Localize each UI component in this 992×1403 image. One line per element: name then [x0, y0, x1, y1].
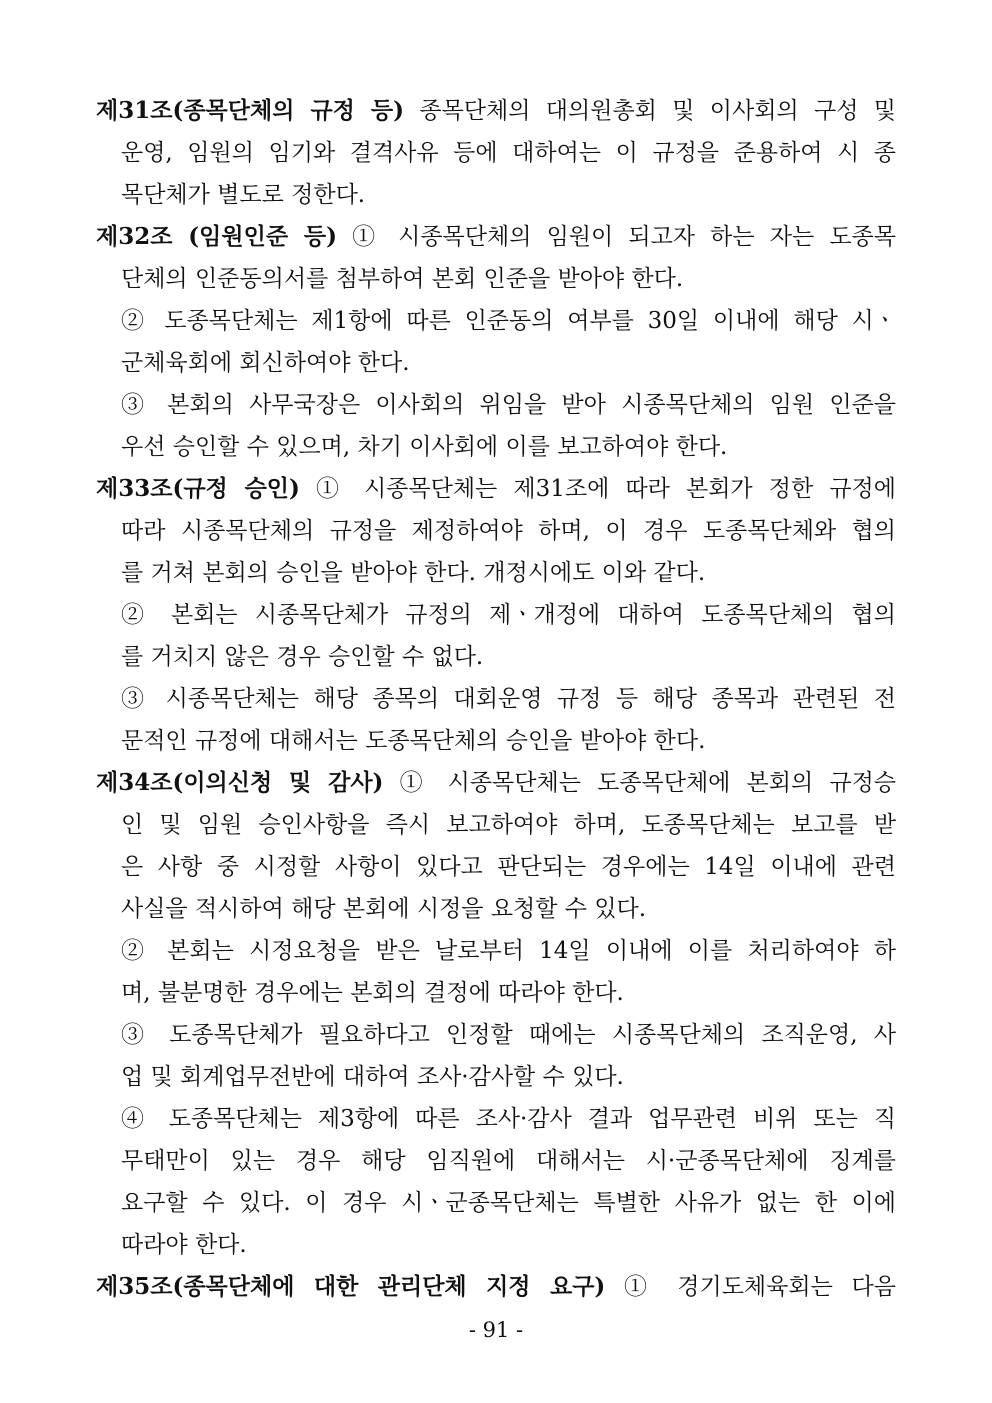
paragraph-line: ③ 시종목단체는 해당 종목의 대회운영 규정 등 해당 종목과 관련된 전 [121, 686, 896, 712]
text-line: 요구할 수 있다. 이 경우 시ㆍ군종목단체는 특별한 사유가 없는 한 이에 [121, 1190, 896, 1216]
paragraph-line: ④ 도종목단체는 제3항에 따른 조사·감사 결과 업무관련 비위 또는 직 [121, 1106, 896, 1132]
page-number: - 91 - [468, 1318, 524, 1342]
article-31-text: 종목단체의 대의원총회 및 이사회의 구성 및 [404, 98, 896, 124]
text-line: 사실을 적시하여 해당 본회에 시정을 요청할 수 있다. [121, 896, 647, 922]
article-33-heading-line [96, 468, 896, 510]
paragraph-line: ② 도종목단체는 제1항에 따른 인준동의 여부를 30일 이내에 해당 시ㆍ [121, 308, 896, 334]
article-35-text: ① 경기도체육회는 다음 [605, 1274, 896, 1300]
text-line: 우선 승인할 수 있으며, 차기 이사회에 이를 보고하여야 한다. [121, 434, 728, 460]
article-35-heading-line [96, 1266, 896, 1308]
article-33-text: ① 시종목단체는 제31조에 따라 본회가 정한 규정에 [299, 476, 896, 502]
text-line: 며, 불분명한 경우에는 본회의 결정에 따라야 한다. [121, 980, 624, 1006]
text-line: 따라야 한다. [121, 1232, 247, 1258]
article-33-title: 제33조(규정 승인) [96, 475, 300, 502]
article-34-heading-line [96, 762, 896, 804]
paragraph-line: ② 본회는 시정요청을 받은 날로부터 14일 이내에 이를 처리하여야 하 [121, 938, 896, 964]
article-32-text: ① 시종목단체의 임원이 되고자 하는 자는 도종목 [336, 224, 896, 250]
paragraph-line: ③ 도종목단체가 필요하다고 인정할 때에는 시종목단체의 조직운영, 사 [121, 1022, 896, 1048]
article-34-title: 제34조(이의신청 및 감사) [96, 769, 384, 796]
article-32-title: 제32조 (임원인준 등) [96, 223, 337, 250]
text-line: 군체육회에 회신하여야 한다. [121, 350, 410, 376]
text-line: 목단체가 별도로 정한다. [121, 182, 366, 208]
text-line: 를 거쳐 본회의 승인을 받아야 한다. 개정시에도 이와 같다. [121, 560, 706, 586]
text-line: 은 사항 중 시정할 사항이 있다고 판단되는 경우에는 14일 이내에 관련 [121, 854, 896, 880]
text-line: 를 거치지 않은 경우 승인할 수 없다. [121, 644, 484, 670]
text-line: 업 및 회계업무전반에 대하여 조사·감사할 수 있다. [121, 1064, 624, 1090]
article-35-title: 제35조(종목단체에 대한 관리단체 지정 요구) [96, 1273, 606, 1300]
text-line: 따라 시종목단체의 규정을 제정하여야 하며, 이 경우 도종목단체와 협의 [121, 518, 896, 544]
paragraph-line: ② 본회는 시종목단체가 규정의 제ㆍ개정에 대하여 도종목단체의 협의 [121, 602, 896, 628]
text-line: 인 및 임원 승인사항을 즉시 보고하여야 하며, 도종목단체는 보고를 받 [121, 812, 896, 838]
paragraph-line: ③ 본회의 사무국장은 이사회의 위임을 받아 시종목단체의 임원 인준을 [121, 392, 896, 418]
text-line: 문적인 규정에 대해서는 도종목단체의 승인을 받아야 한다. [121, 728, 706, 754]
article-31-heading-line [96, 90, 896, 132]
text-line: 단체의 인준동의서를 첨부하여 본회 인준을 받아야 한다. [121, 266, 684, 292]
article-34-text: ① 시종목단체는 도종목단체에 본회의 규정승 [383, 770, 896, 796]
text-line: 무태만이 있는 경우 해당 임직원에 대해서는 시·군종목단체에 징계를 [121, 1148, 896, 1174]
text-line: 운영, 임원의 임기와 결격사유 등에 대하여는 이 규정을 준용하여 시 종 [121, 140, 896, 166]
article-31-title: 제31조(종목단체의 규정 등) [96, 97, 405, 124]
article-32-heading-line [96, 216, 896, 258]
